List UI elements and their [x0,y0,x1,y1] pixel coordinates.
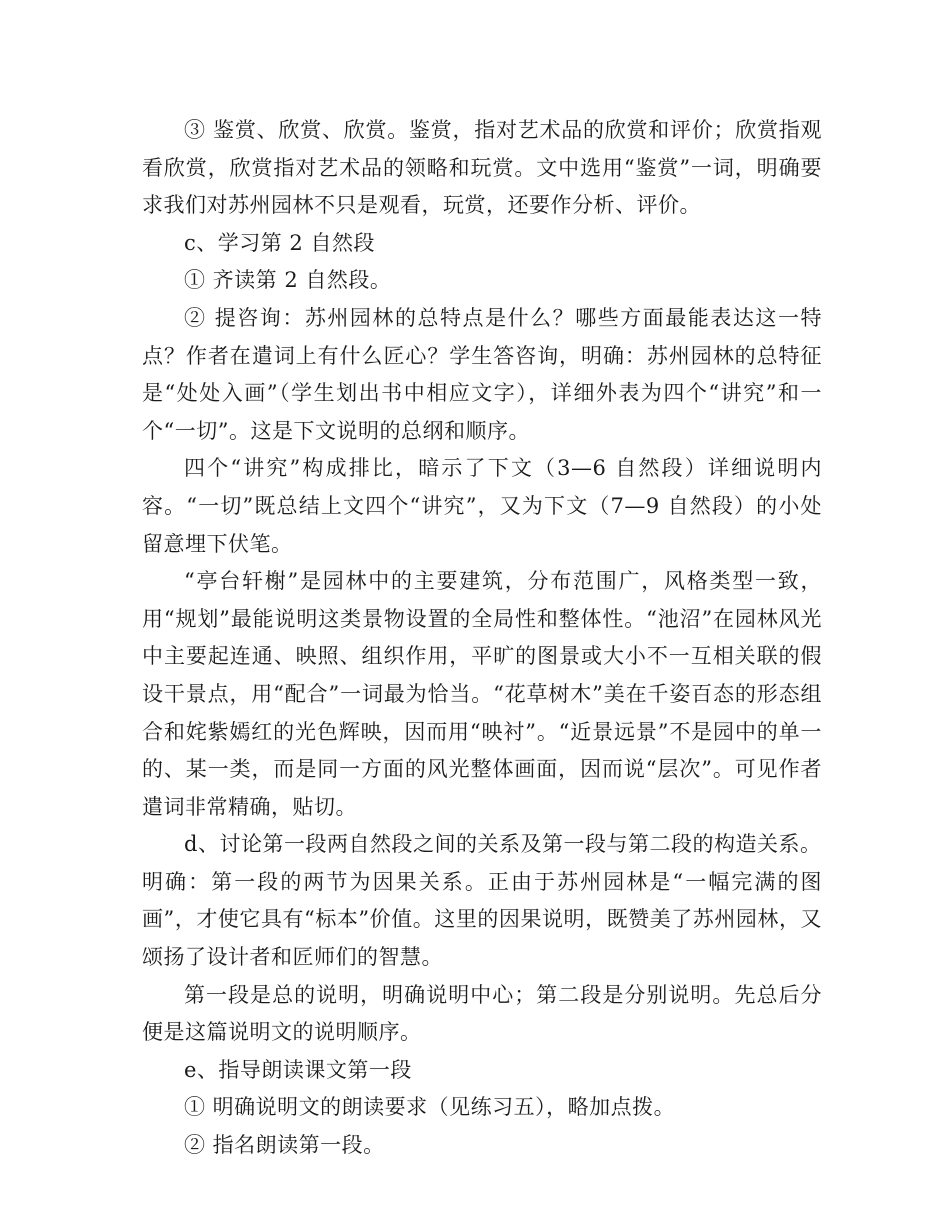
paragraph-summary: 第一段是总的说明，明确说明中心；第二段是分别说明。先总后分便是这篇说明文的说明顺序。 [142,982,822,1045]
heading-section-c: c、学习第 2 自然段 [184,230,375,255]
paragraph-name-reading: ② 指名朗读第一段。 [184,1133,385,1158]
paragraph-pavilions: “亭台轩榭”是园林中的主要建筑，分布范围广，风格类型一致，用“规划”最能说明这类景物设置的全局性和整体性。“池沼”在园林风光中主要起连通、映照、组织作用，平旷的图景或大小不一互相关联的假设干景点，用“配合”一词最为恰当。“花草树木”美在千姿百态的形态组合和姹紫嫣红的光色辉映，因而用“映衬”。“近景远景”不是园中的单一的、某一类，而是同一方面的风光整体画面，因而说“层次”。可见作者遣词非常精确，贴切。 [142,569,822,819]
heading-section-e: e、指导朗读课文第一段 [184,1057,412,1082]
paragraph-clarify: 明确：第一段的两节为因果关系。正由于苏州园林是“一幅完满的图画”，才使它具有“标本”价值。这里的因果说明，既赞美了苏州园林，又颂扬了设计者和匠师们的智慧。 [142,869,822,970]
paragraph-read-aloud: ① 齐读第 2 自然段。 [184,268,392,293]
document-page [142,112,822,1165]
paragraph-question: ② 提咨询：苏州园林的总特点是什么？哪些方面最能表达这一特点？作者在遣词上有什么匠心？学生答咨询，明确：苏州园林的总特征是“处处入画”（学生划出书中相应文字），详细外表为四个“讲究”和一个“一切”。这是下文说明的总纲和顺序。 [142,305,822,443]
paragraph-reading-requirements: ① 明确说明文的朗读要求（见练习五），略加点拨。 [184,1095,676,1120]
paragraph-appreciation: ③ 鉴赏、欣赏、欣赏。鉴赏，指对艺术品的欣赏和评价；欣赏指观看欣赏，欣赏指对艺术品的领略和玩赏。文中选用“鉴赏”一词，明确要求我们对苏州园林不只是观看，玩赏，还要作分析、评价。 [142,118,822,218]
heading-section-d: d、讨论第一段两自然段之间的关系及第一段与第二段的构造关系。 [184,832,822,857]
paragraph-four-jiangjiu: 四个“讲究”构成排比，暗示了下文（3—6 自然段）详细说明内容。“一切”既总结上文四个“讲究”，又为下文（7—9 自然段）的小处留意埋下伏笔。 [142,456,822,556]
